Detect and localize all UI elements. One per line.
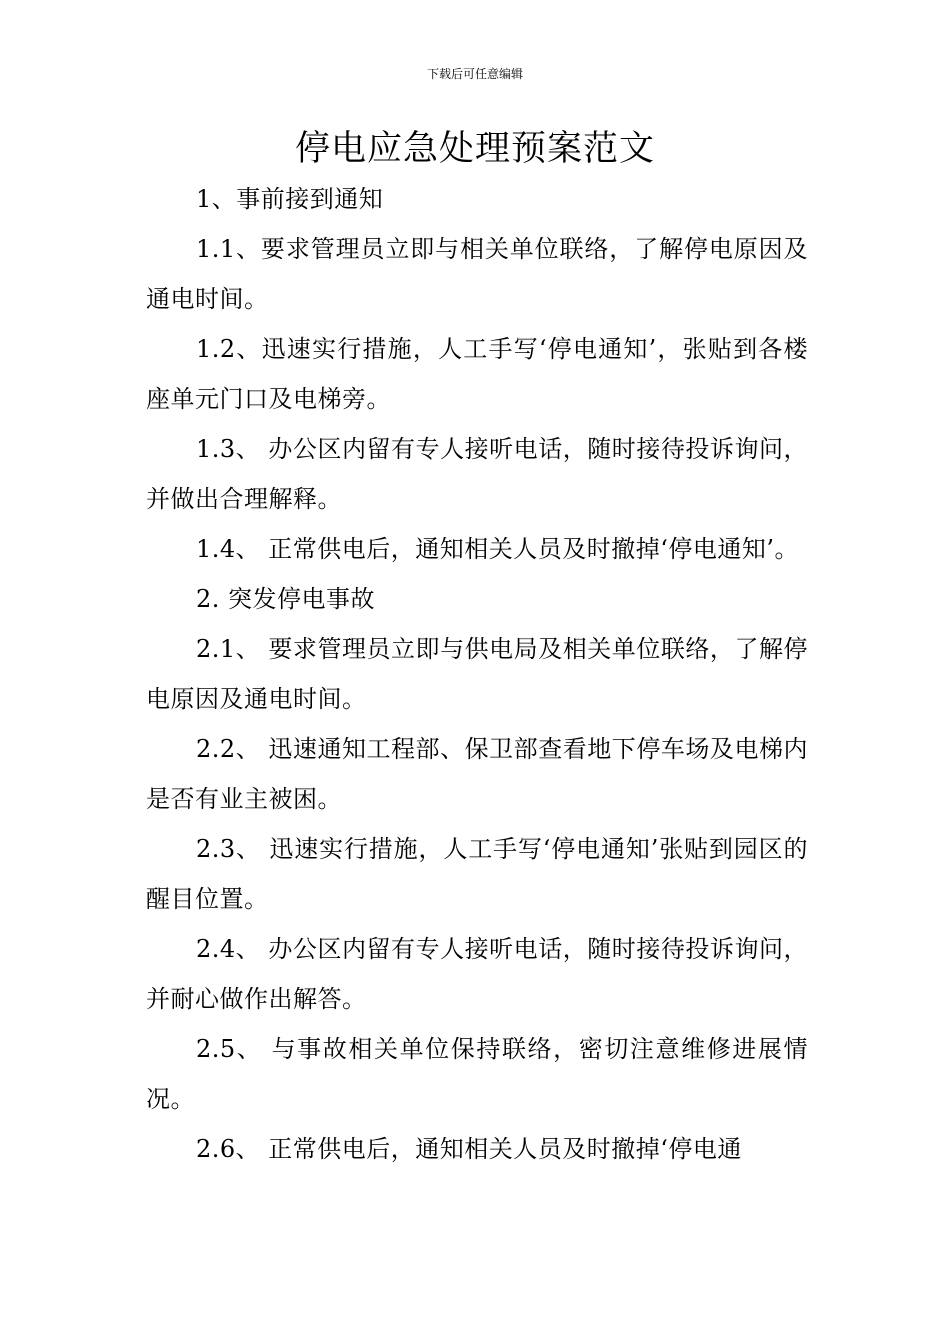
paragraph-2-3: 2.3、 迅速实行措施，人工手写‘停电通知’张贴到园区的醒目位置。 xyxy=(146,835,808,913)
paragraph-1-2: 1.2、迅速实行措施，人工手写‘停电通知’，张贴到各楼座单元门口及电梯旁。 xyxy=(146,335,808,413)
header-note: 下载后可任意编辑 xyxy=(426,67,523,81)
paragraph-1-4: 1.4、 正常供电后，通知相关人员及时撤掉‘停电通知’。 xyxy=(196,535,800,563)
paragraph-1-1: 1.1、要求管理员立即与相关单位联络，了解停电原因及通电时间。 xyxy=(146,235,808,313)
paragraph-2-6: 2.6、 正常供电后，通知相关人员及时撤掉‘停电通 xyxy=(196,1135,742,1163)
paragraph-1-3: 1.3、 办公区内留有专人接听电话，随时接待投诉询问，并做出合理解释。 xyxy=(146,435,808,513)
paragraph-2-heading: 2. 突发停电事故 xyxy=(196,585,376,613)
paragraph-1-heading: 1、事前接到通知 xyxy=(196,185,384,213)
paragraph-2-5: 2.5、 与事故相关单位保持联络，密切注意维修进展情况。 xyxy=(146,1035,808,1113)
document-body xyxy=(146,174,808,1174)
paragraph-2-4: 2.4、 办公区内留有专人接听电话，随时接待投诉询问，并耐心做作出解答。 xyxy=(146,935,808,1013)
document-title: 停电应急处理预案范文 xyxy=(294,129,655,169)
paragraph-2-1: 2.1、 要求管理员立即与供电局及相关单位联络，了解停电原因及通电时间。 xyxy=(146,635,808,713)
paragraph-2-2: 2.2、 迅速通知工程部、保卫部查看地下停车场及电梯内是否有业主被困。 xyxy=(146,735,808,813)
